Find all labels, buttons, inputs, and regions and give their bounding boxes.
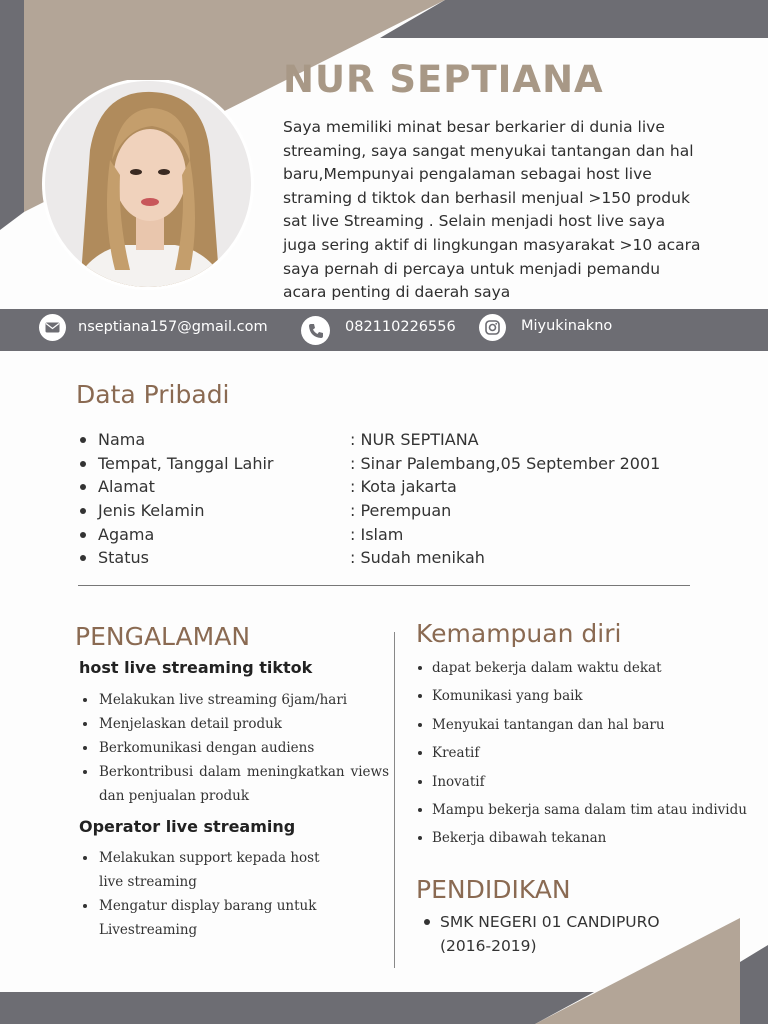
instagram-icon xyxy=(479,314,506,341)
skill-text: Menyukai tantangan dan hal baru xyxy=(432,716,665,733)
profile-photo xyxy=(40,80,260,290)
list-item xyxy=(79,846,334,894)
personal-label: Alamat xyxy=(98,477,155,497)
list-item xyxy=(79,894,334,942)
education-list xyxy=(420,911,720,958)
school-name: SMK NEGERI 01 CANDIPURO xyxy=(440,913,660,931)
contact-instagram[interactable]: Miyukinakno xyxy=(521,318,613,334)
list-item xyxy=(416,739,761,767)
duty-text: Melakukan live streaming 6jam/hari xyxy=(99,692,348,708)
duty-text: Berkontribusi dalam meningkatkan views dan penjualan produk xyxy=(99,764,389,804)
education-heading: PENDIDIKAN xyxy=(416,875,571,904)
list-item xyxy=(416,768,761,796)
contact-phone[interactable]: 082110226556 xyxy=(345,319,456,335)
list-item xyxy=(416,796,761,824)
job-title: Operator live streaming xyxy=(79,817,296,836)
skill-text: Kreatif xyxy=(432,745,480,762)
experience-heading: PENGALAMAN xyxy=(75,622,251,651)
list-item xyxy=(79,712,389,736)
profile-summary: Saya memiliki minat besar berkarier di dunia live streaming, saya sangat menyukai tantangan dan hal baru,Mempunyai pengalaman sebagai host live straming d tiktok dan berhasil menjual >150 produk sat live Streaming . Selain menjadi host live saya juga sering aktif di lingkungan masyarakat >10 acara saya pernah di percaya untuk menjadi pemandu acara penting di daerah saya xyxy=(283,118,701,302)
personal-data-list xyxy=(76,428,716,570)
section-divider xyxy=(78,585,690,586)
list-item xyxy=(416,711,761,739)
job-title: host live streaming tiktok xyxy=(79,658,313,677)
skills-heading: Kemampuan diri xyxy=(416,619,622,648)
list-item xyxy=(420,911,720,958)
school-years: (2016-2019) xyxy=(440,936,537,955)
list-item xyxy=(76,428,716,452)
skill-text: Mampu bekerja sama dalam tim atau individu xyxy=(432,802,747,819)
list-item xyxy=(79,736,389,760)
list-item xyxy=(416,654,761,682)
personal-label: Jenis Kelamin xyxy=(98,501,205,521)
duty-text: Berkomunikasi dengan audiens xyxy=(99,740,315,756)
duty-text: Menjelaskan detail produk xyxy=(99,716,282,732)
skill-text: Inovatif xyxy=(432,773,485,790)
personal-value: : Islam xyxy=(350,524,404,544)
phone-icon xyxy=(301,316,330,345)
candidate-name: NUR SEPTIANA xyxy=(283,58,604,101)
column-divider xyxy=(394,632,395,968)
skill-text: Komunikasi yang baik xyxy=(432,688,583,705)
list-item xyxy=(76,499,716,523)
mail-icon xyxy=(39,314,66,341)
list-item xyxy=(416,824,761,852)
contact-email[interactable]: nseptiana157@gmail.com xyxy=(78,319,268,335)
personal-value: : Kota jakarta xyxy=(350,477,457,497)
list-item xyxy=(76,546,716,570)
personal-data-heading: Data Pribadi xyxy=(76,380,230,409)
list-item xyxy=(76,475,716,499)
duty-text: Mengatur display barang untuk Livestreaming xyxy=(99,898,317,938)
personal-label: Tempat, Tanggal Lahir xyxy=(98,453,274,473)
skill-text: dapat bekerja dalam waktu dekat xyxy=(432,660,662,676)
personal-label: Agama xyxy=(98,524,155,544)
list-item xyxy=(79,688,389,712)
list-item xyxy=(76,452,716,476)
personal-value: : Perempuan xyxy=(350,501,452,521)
skill-text: Bekerja dibawah tekanan xyxy=(432,830,607,847)
personal-value: : NUR SEPTIANA xyxy=(350,430,479,449)
duty-text: Melakukan support kepada host live streaming xyxy=(99,850,320,890)
list-item xyxy=(416,682,761,710)
personal-value: : Sinar Palembang,05 September 2001 xyxy=(350,453,661,473)
list-item xyxy=(79,760,389,808)
job-duties-list xyxy=(79,688,389,808)
job-duties-list xyxy=(79,846,334,942)
personal-value: : Sudah menikah xyxy=(350,548,485,568)
list-item xyxy=(76,523,716,547)
personal-label: Status xyxy=(98,548,149,568)
personal-label: Nama xyxy=(98,430,146,449)
skills-list xyxy=(416,654,761,853)
